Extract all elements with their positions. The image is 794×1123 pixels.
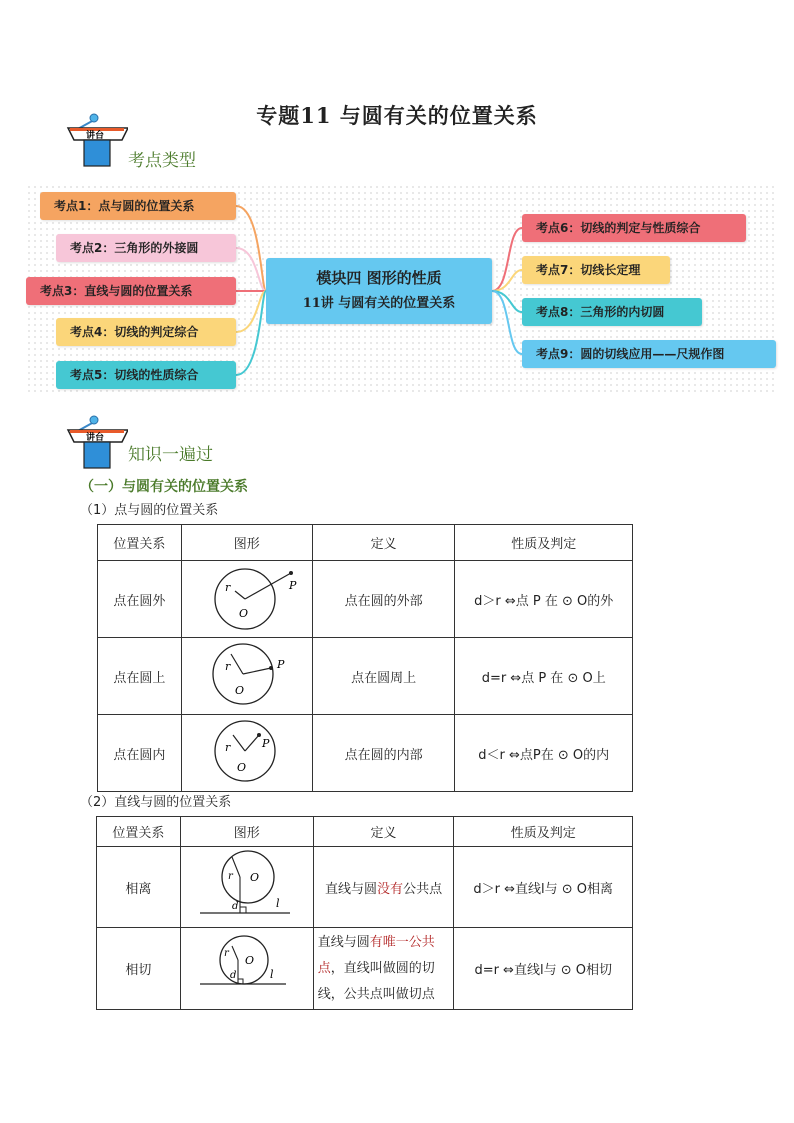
mindmap-node-kaodian1: 考点1：点与圆的位置关系 xyxy=(40,192,236,220)
part2-caption: （2）直线与圆的位置关系 xyxy=(80,795,232,810)
figure-label-o: O xyxy=(249,871,259,884)
mind-map xyxy=(26,184,778,394)
table-header-cell: 图形 xyxy=(180,817,313,847)
podium-label: 讲台 xyxy=(85,433,105,443)
table-header-row xyxy=(98,525,633,561)
figure-cell xyxy=(180,928,313,1010)
point-circle-table xyxy=(97,524,633,792)
figure-label-o: O xyxy=(244,953,254,967)
mindmap-node-kaodian6: 考点6：切线的判定与性质综合 xyxy=(522,214,746,242)
point-inside-circle-figure xyxy=(187,715,307,787)
table-row xyxy=(98,715,633,792)
mindmap-node-kaodian9: 考点9：圆的切线应用——尺规作图 xyxy=(522,340,776,368)
figure-label-r: r xyxy=(224,741,231,754)
mindmap-node-kaodian5: 考点5：切线的性质综合 xyxy=(56,361,236,389)
relation-cell: 点在圆内 xyxy=(98,715,182,792)
podium-icon xyxy=(62,412,128,478)
table-row xyxy=(97,847,633,928)
podium-label: 讲台 xyxy=(85,131,105,141)
point-on-circle-figure xyxy=(187,638,307,710)
definition-text: 直线与圆 xyxy=(325,881,378,897)
mindmap-node-kaodian4: 考点4：切线的判定综合 xyxy=(56,318,236,346)
figure-label-d: d xyxy=(229,969,237,981)
definition-highlight: 有唯一公共点 xyxy=(317,934,435,976)
figure-label-r: r xyxy=(224,581,231,594)
mindmap-center-title: 模块四 图形的性质 xyxy=(316,269,442,287)
mindmap-node-kaodian3: 考点3：直线与圆的位置关系 xyxy=(26,277,236,305)
mindmap-node-kaodian8: 考点8：三角形的内切圆 xyxy=(522,298,702,326)
definition-text: ，直线叫做圆的切线，公共点叫做切点 xyxy=(317,960,435,1002)
property-cell: d＞r ⇔点 P 在 ⊙ O的外 xyxy=(455,561,633,638)
figure-label-r: r xyxy=(227,871,233,882)
table-row xyxy=(98,638,633,715)
definition-cell: 点在圆周上 xyxy=(312,638,455,715)
figure-label-d: d xyxy=(231,901,239,912)
subsection-heading: （一）与圆有关的位置关系 xyxy=(80,479,248,495)
relation-cell: 相离 xyxy=(97,847,181,928)
definition-cell xyxy=(313,847,454,928)
relation-cell: 点在圆外 xyxy=(98,561,182,638)
figure-cell xyxy=(181,561,312,638)
table-header-cell: 定义 xyxy=(313,817,454,847)
figure-label-l: l xyxy=(269,967,274,981)
table-header-row xyxy=(97,817,633,847)
point-outside-circle-figure xyxy=(187,561,307,633)
figure-cell xyxy=(181,638,312,715)
definition-cell xyxy=(313,928,454,1010)
figure-label-r: r xyxy=(223,947,229,959)
table-header-cell: 位置关系 xyxy=(98,525,182,561)
podium-icon xyxy=(62,110,128,176)
figure-label-p: P xyxy=(276,658,285,671)
figure-cell xyxy=(180,847,313,928)
mindmap-node-kaodian7: 考点7：切线长定理 xyxy=(522,256,670,284)
table-row xyxy=(98,561,633,638)
figure-label-o: O xyxy=(238,607,248,620)
property-cell: d＜r ⇔点P在 ⊙ O的内 xyxy=(455,715,633,792)
mindmap-node-kaodian2: 考点2：三角形的外接圆 xyxy=(56,234,236,262)
section-heading-kaodian: 考点类型 xyxy=(128,151,196,171)
table-header-cell: 性质及判定 xyxy=(455,525,633,561)
table-header-cell: 定义 xyxy=(312,525,455,561)
definition-cell: 点在圆的外部 xyxy=(312,561,455,638)
section-heading-zhishi: 知识一遍过 xyxy=(128,445,213,465)
relation-cell: 点在圆上 xyxy=(98,638,182,715)
property-cell: d=r ⇔直线l与 ⊙ O相切 xyxy=(454,928,633,1010)
relation-cell: 相切 xyxy=(97,928,181,1010)
figure-cell xyxy=(181,715,312,792)
mindmap-center-node xyxy=(266,258,492,324)
figure-label-o: O xyxy=(236,761,246,774)
figure-label-r: r xyxy=(224,660,231,673)
line-circle-table xyxy=(96,816,633,1010)
table-header-cell: 性质及判定 xyxy=(454,817,633,847)
table-header-cell: 图形 xyxy=(181,525,312,561)
line-separate-figure xyxy=(192,847,302,923)
figure-label-p: P xyxy=(261,737,270,750)
definition-text: 公共点 xyxy=(403,881,443,897)
figure-label-o: O xyxy=(234,684,244,697)
figure-label-p: P xyxy=(288,579,297,592)
definition-cell: 点在圆的内部 xyxy=(312,715,455,792)
document-title: 专题11 与圆有关的位置关系 xyxy=(256,103,538,128)
table-header-cell: 位置关系 xyxy=(97,817,181,847)
definition-highlight: 没有 xyxy=(377,881,404,897)
property-cell: d=r ⇔点 P 在 ⊙ O上 xyxy=(455,638,633,715)
figure-label-l: l xyxy=(275,897,280,910)
line-tangent-figure xyxy=(192,932,302,1002)
mindmap-center-subtitle: 11讲 与圆有关的位置关系 xyxy=(302,296,456,311)
table-row xyxy=(97,928,633,1010)
property-cell: d＞r ⇔直线l与 ⊙ O相离 xyxy=(454,847,633,928)
definition-text: 直线与圆 xyxy=(317,934,370,950)
part1-caption: （1）点与圆的位置关系 xyxy=(80,503,219,518)
